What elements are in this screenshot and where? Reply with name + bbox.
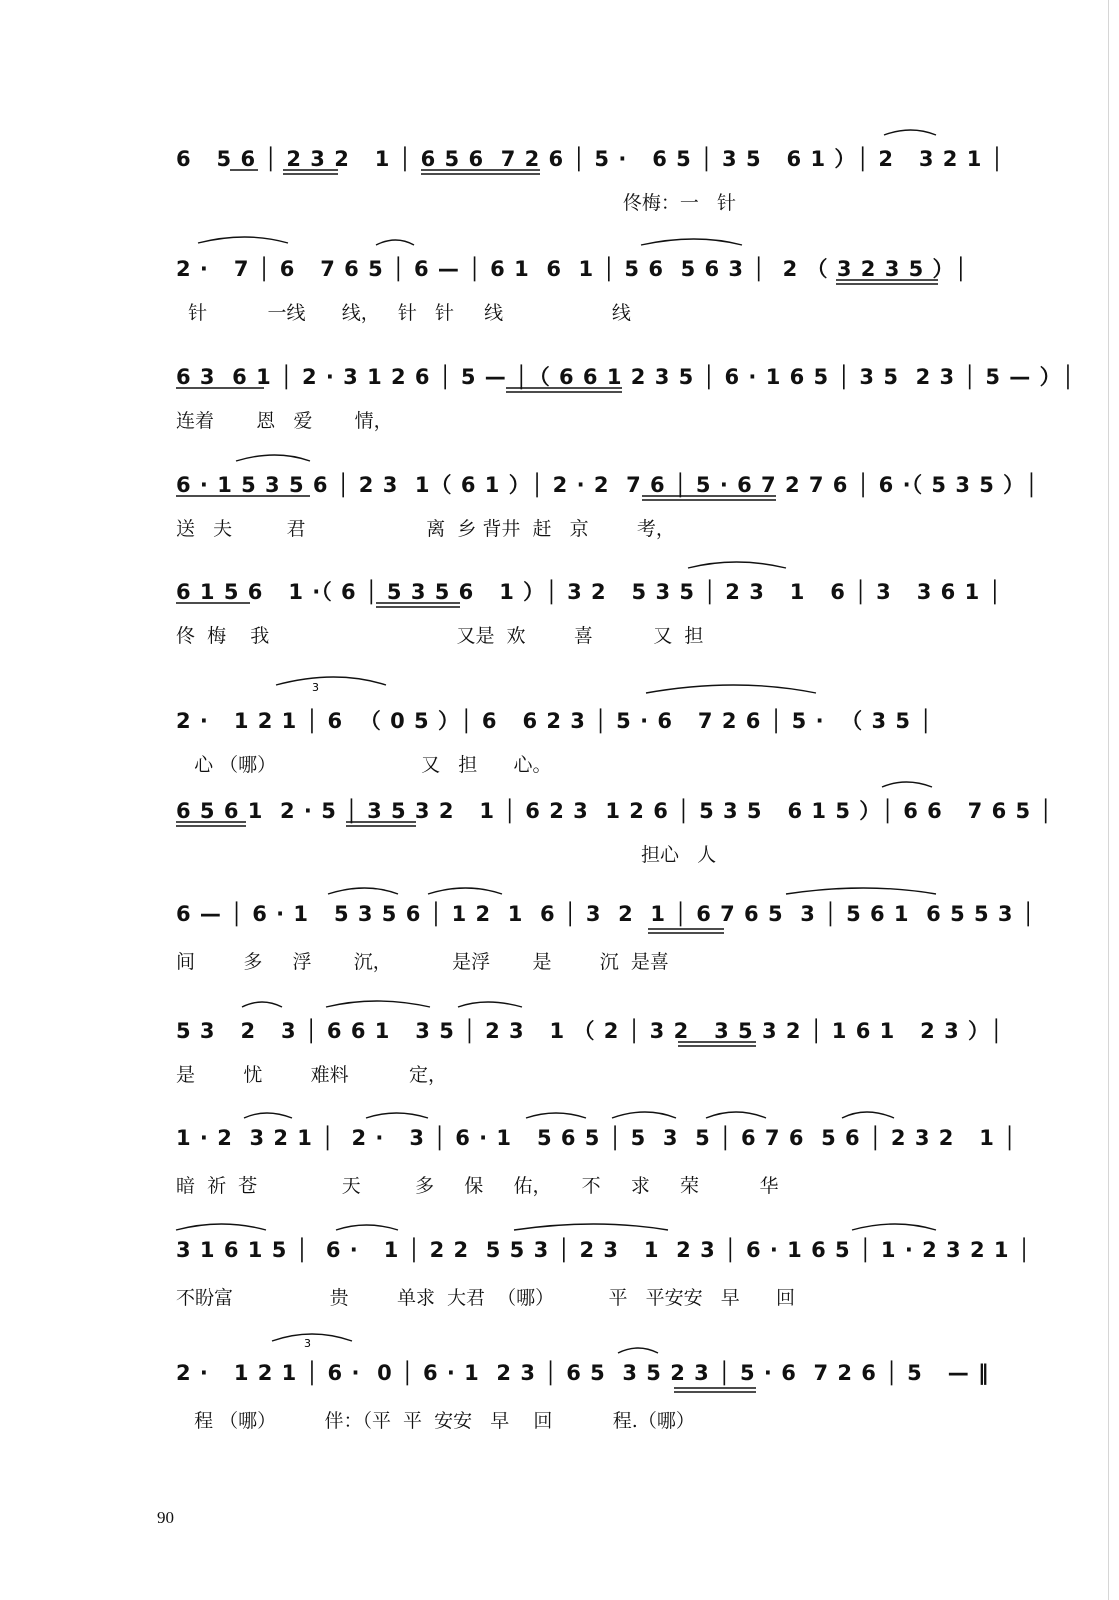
slur-marks	[176, 253, 969, 353]
notation-line: 6 5 6 1 2 · 5 │ 3 5 3 2 1 │ 6 2 3 1 2 6 │ 5 3 5 6 1 5 ）│ 6 6 7 6 5 │	[176, 799, 1054, 823]
svg-text:3: 3	[304, 1337, 311, 1350]
slur-marks	[176, 902, 1036, 1002]
slur-marks	[176, 1015, 1004, 1115]
lyrics-line: 程 （哪） 伴：（平 平 安安 早 回 程.（哪）	[176, 1410, 695, 1432]
lyrics-line: 佟梅：一 针	[176, 192, 737, 214]
notation-line: 2 · 7 │ 6 7 6 5 │ 6 — │ 6 1 6 1 │ 5 6 5 6 3 │ 2 （ 3 2 3 5 ）│	[176, 257, 969, 281]
notation-line: 6 1 5 6 1 ·（ 6 │ 5 3 5 6 1 ）│ 3 2 5 3 5 │ 2 3 1 6 │ 3 3 6 1 │	[176, 580, 1003, 604]
slur-marks	[176, 681, 966, 805]
lyrics-line: 佟 梅 我 又是 欢 喜 又 担	[176, 625, 704, 647]
notation-line: 5 3 2 3 │ 6 6 1 3 5 │ 2 3 1 （ 2 │ 3 2 3 5 3 2 │ 1 6 1 2 3 ）│	[176, 1019, 1004, 1043]
slur-marks	[176, 1238, 1032, 1338]
lyrics-line: 是 忧 难料 定，	[176, 1064, 448, 1086]
notation-line: 6 · 1 5 3 5 6 │ 2 3 1（ 6 1 ）│ 2 · 2 7 6 │ 5 · 6 7 2 7 6 │ 6 ·（ 5 3 5 ）│	[176, 473, 1039, 497]
slur-marks	[176, 361, 1076, 461]
slur-marks	[176, 1337, 990, 1461]
page-edge-rule	[1108, 0, 1109, 1600]
notation-line: 2 · 1 2 1 │ 6 · 0 │ 6 · 1 2 3 │ 6 5 3 5 2 3 │ 5 · 6 7 2 6 │ 5 — ‖	[176, 1361, 990, 1385]
notation-line: 6 3 6 1 │ 2 · 3 1 2 6 │ 5 — │（ 6 6 1 2 3 5 │ 6 · 1 6 5 │ 3 5 2 3 │ 5 — ）│	[176, 365, 1076, 389]
notation-line: 6 5 6 │ 2 3 2 1 │ 6 5 6 7 2 6 │ 5 · 6 5 │ 3 5 6 1 ）│ 2 3 2 1 │	[176, 147, 1005, 171]
lyrics-line: 间 多 浮 沉， 是浮 是 沉 是喜	[176, 951, 669, 973]
slur-marks	[176, 1126, 1017, 1226]
slur-marks	[176, 795, 1054, 895]
lyrics-line: 不盼富 贵 单求 大君 （哪） 平 平安安 早 回	[176, 1287, 795, 1309]
notation-line: 6 — │ 6 · 1 5 3 5 6 │ 1 2 1 6 │ 3 2 1 │ 6 7 6 5 3 │ 5 6 1 6 5 5 3 │	[176, 902, 1036, 926]
lyrics-line: 心 （哪） 又 担 心。	[176, 754, 552, 776]
slur-marks	[176, 469, 1039, 569]
lyrics-line: 连着 恩 爱 情，	[176, 410, 393, 432]
notation-line: 3 1 6 1 5 │ 6 · 1 │ 2 2 5 5 3 │ 2 3 1 2 3 │ 6 · 1 6 5 │ 1 · 2 3 2 1 │	[176, 1238, 1032, 1262]
notation-line: 2 · 1 2 1 │ 6 （ 0 5 ）│ 6 6 2 3 │ 5 · 6 7 2 6 │ 5 · （ 3 5 │	[176, 709, 933, 733]
lyrics-line: 担心 人	[176, 844, 717, 866]
svg-text:3: 3	[312, 681, 319, 694]
lyrics-line: 送 夫 君 离 乡 背井 赶 京 考，	[176, 518, 675, 540]
slur-marks	[176, 576, 1003, 676]
lyrics-line: 针 一线 线， 针 针 线 线	[176, 302, 631, 324]
slur-marks	[176, 143, 1005, 243]
notation-line: 1 · 2 3 2 1 │ 2 · 3 │ 6 · 1 5 6 5 │ 5 3 5 │ 6 7 6 5 6 │ 2 3 2 1 │	[176, 1126, 1017, 1150]
lyrics-line: 暗 祈 苍 天 多 保 佑， 不 求 荣 华	[176, 1175, 779, 1197]
page-number: 90	[157, 1508, 174, 1527]
